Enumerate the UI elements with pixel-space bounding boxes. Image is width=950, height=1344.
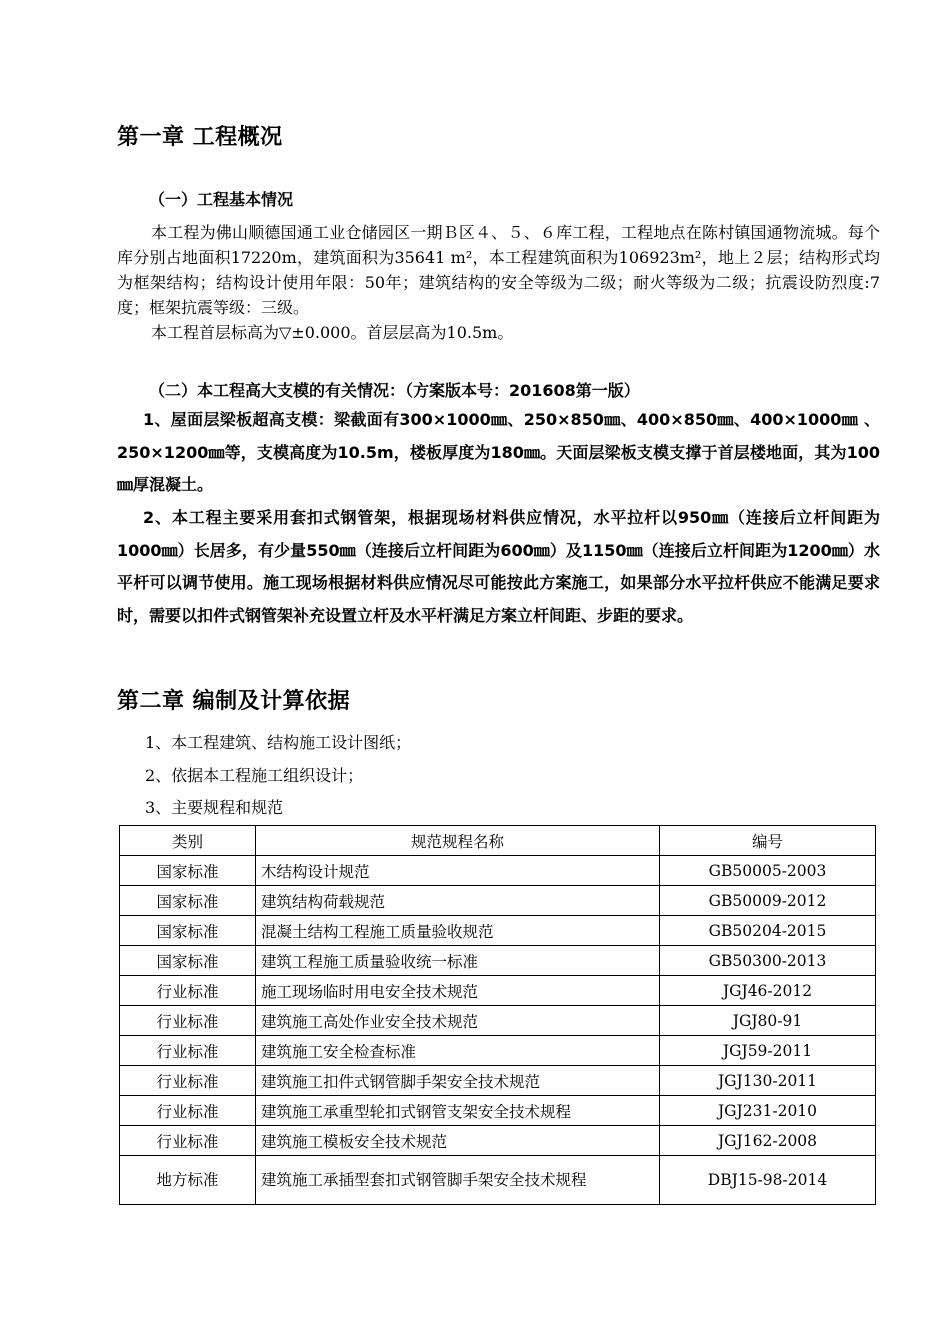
- table-row: [120, 1006, 876, 1036]
- chapter1-title: 第一章 工程概况: [117, 125, 283, 150]
- row-name: 木结构设计规范: [256, 856, 660, 886]
- row-category: 行业标准: [120, 1006, 256, 1036]
- header-name: 规范规程名称: [256, 826, 660, 856]
- table-row: [120, 946, 876, 976]
- row-code: JGJ46-2012: [660, 976, 876, 1006]
- row-category: 行业标准: [120, 1066, 256, 1096]
- row-name: 建筑结构荷载规范: [256, 886, 660, 916]
- section2-heading: （二）本工程高大支模的有关情况：（方案版本号：201608第一版）: [149, 381, 640, 400]
- row-category: 行业标准: [120, 976, 256, 1006]
- header-category: 类别: [120, 826, 256, 856]
- standards-table: [119, 825, 876, 1205]
- row-name: 混凝土结构工程施工质量验收规范: [256, 916, 660, 946]
- row-name: 建筑施工模板安全技术规范: [256, 1126, 660, 1156]
- row-category: 国家标准: [120, 946, 256, 976]
- table-row: [120, 1126, 876, 1156]
- section1-paragraph-2: 本工程首层标高为▽±0.000。首层层高为10.5m。: [151, 323, 514, 342]
- chapter2-title: 第二章 编制及计算依据: [117, 689, 351, 714]
- basis-list-item: 2、依据本工程施工组织设计；: [145, 766, 364, 785]
- row-name: 建筑工程施工质量验收统一标准: [256, 946, 660, 976]
- row-code: JGJ130-2011: [660, 1066, 876, 1096]
- row-code: JGJ80-91: [660, 1006, 876, 1036]
- row-name: 建筑施工承插型套扣式钢管脚手架安全技术规程: [256, 1156, 660, 1205]
- row-category: 国家标准: [120, 886, 256, 916]
- table-row: [120, 976, 876, 1006]
- table-row: [120, 856, 876, 886]
- row-category: 国家标准: [120, 856, 256, 886]
- row-category: 国家标准: [120, 916, 256, 946]
- row-category: 行业标准: [120, 1036, 256, 1066]
- basis-list-item: 1、本工程建筑、结构施工设计图纸；: [145, 733, 412, 752]
- section2-item-1: 1、屋面层梁板超高支模：梁截面有300×1000㎜、250×850㎜、400×850㎜、400×1000㎜ 、250×1200㎜等，支模高度为10.5m，楼板厚度为180㎜。天面层梁板支模支撑于首层楼地面，其为100㎜厚混凝土。: [117, 410, 880, 494]
- basis-list-item: 3、主要规程和规范: [145, 798, 284, 817]
- row-name: 施工现场临时用电安全技术规范: [256, 976, 660, 1006]
- row-code: JGJ231-2010: [660, 1096, 876, 1126]
- row-category: 行业标准: [120, 1126, 256, 1156]
- row-category: 行业标准: [120, 1096, 256, 1126]
- row-code: JGJ59-2011: [660, 1036, 876, 1066]
- row-name: 建筑施工安全检查标准: [256, 1036, 660, 1066]
- table-row: [120, 1156, 876, 1205]
- row-name: 建筑施工扣件式钢管脚手架安全技术规范: [256, 1066, 660, 1096]
- row-code: DBJ15-98-2014: [660, 1156, 876, 1205]
- row-category: 地方标准: [120, 1156, 256, 1205]
- row-code: GB50005-2003: [660, 856, 876, 886]
- header-code: 编号: [660, 826, 876, 856]
- row-code: GB50300-2013: [660, 946, 876, 976]
- table-row: [120, 1066, 876, 1096]
- section2-item-2: 2、本工程主要采用套扣式钢管架，根据现场材料供应情况，水平拉杆以950㎜（连接后立杆间距为1000㎜）长居多，有少量550㎜（连接后立杆间距为600㎜）及1150㎜（连接后立杆间距为1200㎜）水平杆可以调节使用。施工现场根据材料供应情况尽可能按此方案施工，如果部分水平拉杆供应不能满足要求时，需要以扣件式钢管架补充设置立杆及水平杆满足方案立杆间距、步距的要求。: [117, 508, 880, 625]
- table-row: [120, 916, 876, 946]
- row-code: GB50009-2012: [660, 886, 876, 916]
- row-code: JGJ162-2008: [660, 1126, 876, 1156]
- table-row: [120, 886, 876, 916]
- row-name: 建筑施工高处作业安全技术规范: [256, 1006, 660, 1036]
- table-row: [120, 1096, 876, 1126]
- row-name: 建筑施工承重型轮扣式钢管支架安全技术规程: [256, 1096, 660, 1126]
- row-code: GB50204-2015: [660, 916, 876, 946]
- section1-paragraph-1: 本工程为佛山顺德国通工业仓储园区一期Ｂ区４、５、６库工程，工程地点在陈村镇国通物流城。每个库分别占地面积17220m，建筑面积为35641 m²，本工程建筑面积为106923m²，地上２层；结构形式均为框架结构；结构设计使用年限：50年；建筑结构的安全等级为二级；耐火等级为二级；抗震设防烈度:7度；框架抗震等级：三级。: [117, 223, 880, 317]
- section1-heading: （一）工程基本情况: [149, 190, 294, 209]
- table-row: [120, 1036, 876, 1066]
- table-header-row: [120, 826, 876, 856]
